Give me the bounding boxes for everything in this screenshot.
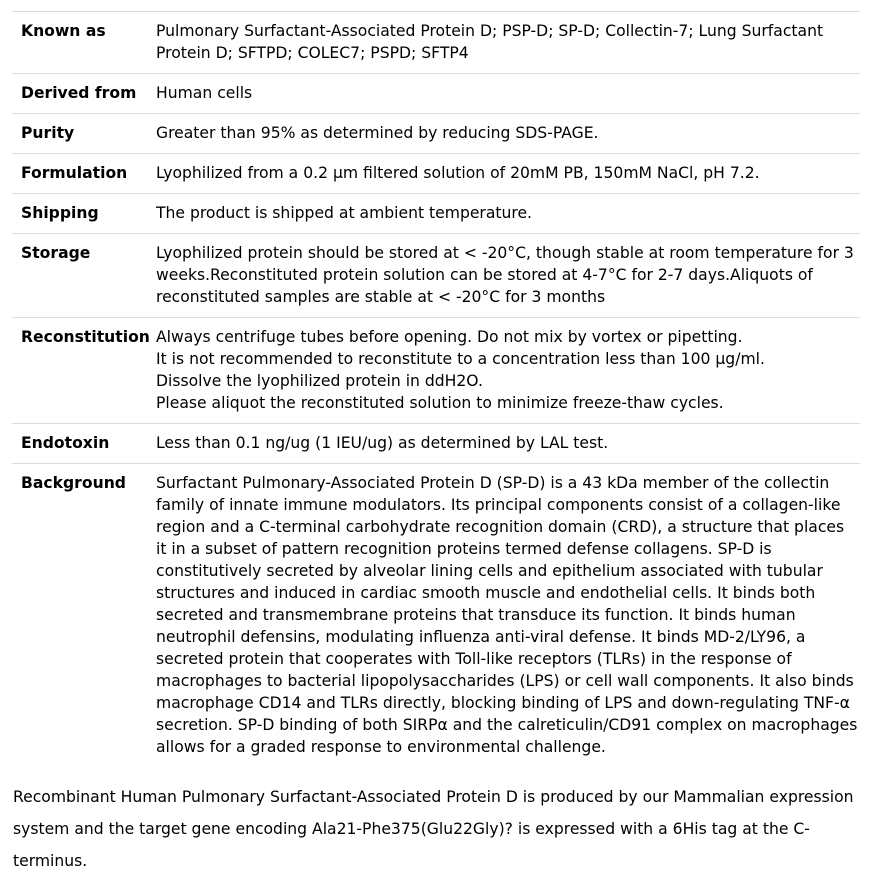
spec-row-reconstitution	[12, 318, 860, 424]
spec-key: Reconstitution	[12, 318, 156, 424]
spec-key: Known as	[12, 12, 156, 74]
spec-value: Less than 0.1 ng/ug (1 IEU/ug) as determined by LAL test.	[156, 424, 860, 464]
spec-value: Surfactant Pulmonary-Associated Protein D (SP-D) is a 43 kDa member of the collectin family of innate immune modulators. Its principal components consist of a collagen-like region and a C-terminal carbohydrate recognition domain (CRD), a structure that places it in a subset of pattern recognition proteins termed defense collagens. SP-D is constitutively secreted by alveolar lining cells and epithelium associated with tubular structures and induced in cardiac smooth muscle and endothelial cells. It binds both secreted and transmembrane proteins that transduce its function. It binds human neutrophil defensins, modulating influenza anti-viral defense. It binds MD-2/LY96, a secreted protein that cooperates with Toll-like receptors (TLRs) in the response of macrophages to bacterial lipopolysaccharides (LPS) or cell wall components. It also binds macrophage CD14 and TLRs directly, blocking binding of LPS and down-regulating TNF-α secretion. SP-D binding of both SIRPα and the calreticulin/CD91 complex on macrophages allows for a graded response to environmental challenge.	[156, 474, 858, 756]
spec-row-formulation	[12, 154, 860, 194]
spec-key: Shipping	[12, 194, 156, 234]
spec-value: The product is shipped at ambient temperature.	[156, 194, 860, 234]
spec-key: Background	[21, 474, 126, 492]
reconstitution-line: Always centrifuge tubes before opening. Do not mix by vortex or pipetting.	[156, 328, 743, 346]
spec-value: Pulmonary Surfactant-Associated Protein D; PSP-D; SP-D; Collectin-7; Lung Surfactant Protein D; SFTPD; COLEC7; PSPD; SFTP4	[156, 12, 860, 74]
product-summary: Recombinant Human Pulmonary Surfactant-Associated Protein D is produced by our Mammalian expression system and the target gene encoding Ala21-Phe375(Glu22Gly)? is expressed with a 6His tag at the C-terminus.	[13, 788, 854, 870]
spec-value: Lyophilized protein should be stored at < -20°C, though stable at room temperature for 3 weeks.Reconstituted protein solution can be stored at 4-7°C for 2-7 days.Aliquots of reconstituted samples are stable at < -20°C for 3 months	[156, 234, 860, 318]
spec-key: Formulation	[12, 154, 156, 194]
spec-value: Human cells	[156, 74, 860, 114]
spec-value: Greater than 95% as determined by reducing SDS-PAGE.	[156, 114, 860, 154]
spec-value	[156, 318, 860, 424]
spec-value: Lyophilized from a 0.2 μm filtered solution of 20mM PB, 150mM NaCl, pH 7.2.	[156, 154, 860, 194]
spec-key: Purity	[12, 114, 156, 154]
reconstitution-line: It is not recommended to reconstitute to a concentration less than 100 μg/ml.	[156, 350, 765, 368]
spec-row-known-as	[12, 12, 860, 74]
spec-row-shipping	[12, 194, 860, 234]
spec-key: Storage	[12, 234, 156, 318]
spec-key: Derived from	[12, 74, 156, 114]
product-spec-table	[12, 11, 860, 767]
spec-row-background	[12, 464, 860, 768]
reconstitution-line: Dissolve the lyophilized protein in ddH2O.	[156, 372, 483, 390]
spec-row-purity	[12, 114, 860, 154]
spec-row-derived-from	[12, 74, 860, 114]
reconstitution-line: Please aliquot the reconstituted solution to minimize freeze-thaw cycles.	[156, 394, 724, 412]
spec-row-endotoxin	[12, 424, 860, 464]
spec-row-storage	[12, 234, 860, 318]
spec-key: Endotoxin	[12, 424, 156, 464]
